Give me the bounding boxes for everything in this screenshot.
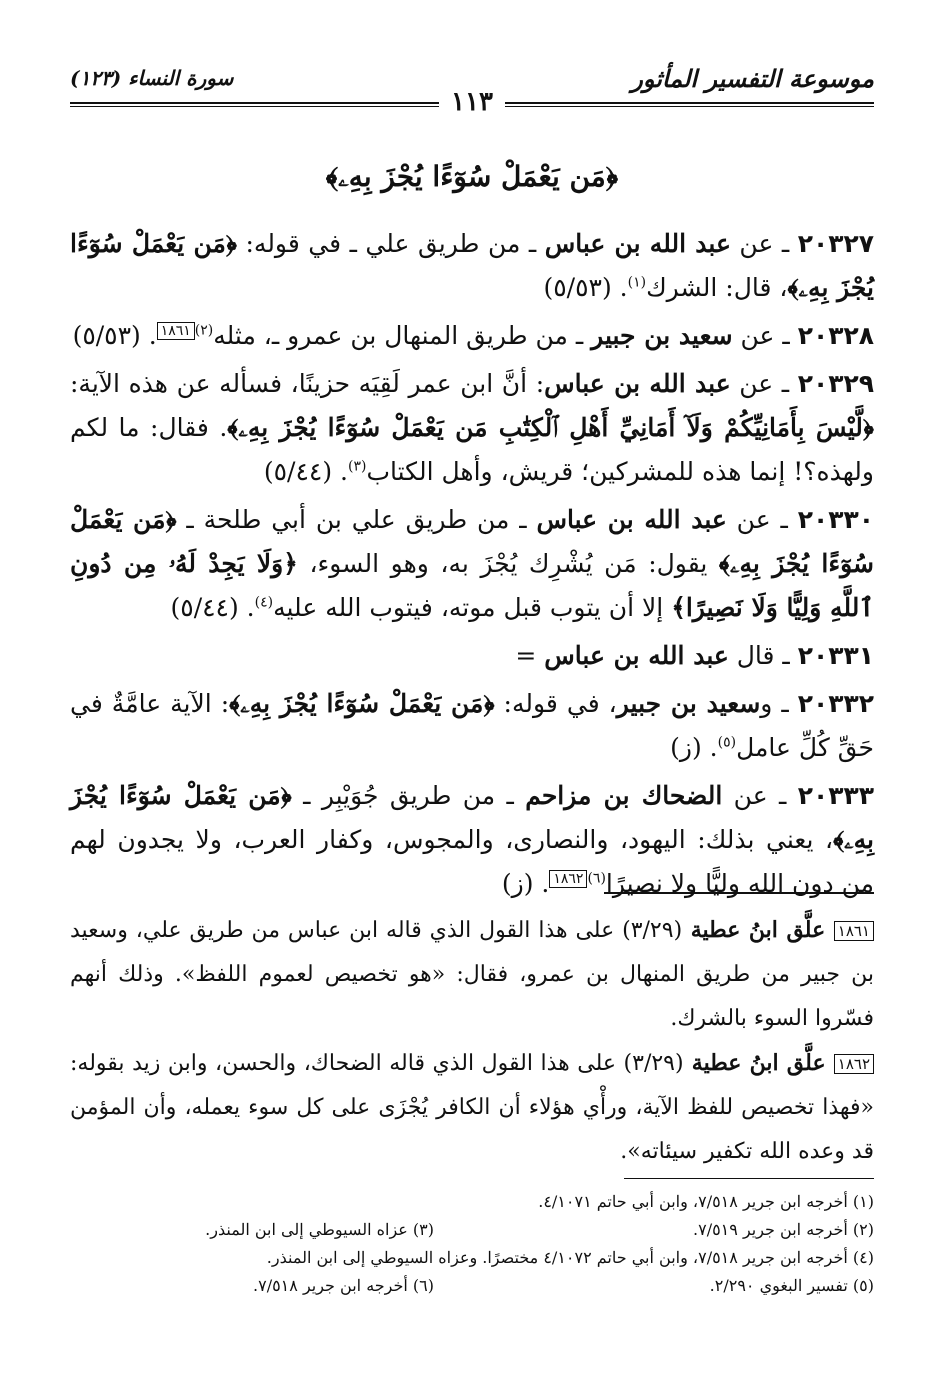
footnotes-separator bbox=[624, 1178, 874, 1179]
text: ، قال: الشرك bbox=[646, 273, 788, 302]
footnote: (٥) تفسير البغوي ٢/٢٩٠. bbox=[709, 1276, 874, 1295]
note-tag: ١٨٦٢ bbox=[834, 1054, 874, 1074]
footnote: (١) أخرجه ابن جرير ٧/٥١٨، وابن أبي حاتم ٤/١٠٧١. bbox=[538, 1192, 874, 1211]
commentary-ref-box: ١٨٦١ bbox=[157, 322, 195, 340]
narration-number: ٢٠٣٢٨ bbox=[797, 321, 874, 350]
footnote-row bbox=[70, 1216, 874, 1244]
header-rule-line-right bbox=[505, 102, 874, 107]
footnote-ref: (٤) bbox=[254, 594, 274, 611]
footnote-row bbox=[70, 1244, 874, 1272]
surah-label: سورة النساء (١٢٣) bbox=[70, 66, 234, 90]
text: . (ز) bbox=[670, 733, 718, 762]
narrator-name: الضحاك بن مزاحم bbox=[525, 781, 723, 810]
header-rule-line-left bbox=[70, 102, 439, 107]
text: : أنَّ ابن عمر لَقِيَه حزينًا، فسأله عن هذه الآية: bbox=[70, 369, 545, 398]
narration-20331 bbox=[70, 634, 874, 678]
commentary-note-1861 bbox=[70, 908, 874, 1041]
narration-20328 bbox=[70, 314, 874, 358]
narration-number: ٢٠٣٢٧ bbox=[797, 229, 874, 258]
narration-20332 bbox=[70, 682, 874, 770]
text: ، في قوله: bbox=[494, 689, 617, 718]
quran-quote: ﴿لَّيْسَ بِأَمَانِيِّكُمْ وَلَآ أَمَانِيِّ أَهْلِ ٱلْكِتَٰبِ مَن يَعْمَلْ سُوٓءًا يُجْزَ بِهِۦ﴾ bbox=[227, 413, 874, 442]
footnote-ref: (٣) bbox=[348, 458, 367, 475]
narration-number: ٢٠٣٣١ bbox=[797, 641, 874, 670]
note-text: (٣/٢٩) على هذا القول الذي قاله ابن عباس من طريق علي، وسعيد بن جبير من طريق المنهال بن عمرو، فقال: «هو تخصيص لعموم اللفظ». وذلك أنهم فسّروا السوء بالشرك. bbox=[70, 918, 874, 1031]
text: . (٥/٥٣) bbox=[543, 273, 628, 302]
commentary-ref-box: ١٨٦٢ bbox=[549, 870, 587, 888]
text: . (ز) bbox=[501, 869, 550, 898]
footnote-ref: (٦) bbox=[587, 870, 606, 887]
text: يقول: مَن يُشْرِك يُجْزَ به، وهو السوء، bbox=[297, 549, 719, 578]
text: . (٥/٥٣) bbox=[72, 321, 157, 350]
narration-number: ٢٠٣٢٩ bbox=[797, 369, 874, 398]
text: . فقال: ما لكم ولهذه؟! إنما هذه للمشركين؛ قريش، وأهل الكتاب bbox=[70, 413, 874, 486]
narration-number: ٢٠٣٣٠ bbox=[797, 505, 874, 534]
book-title: موسوعة التفسير المأثور bbox=[631, 63, 874, 93]
footnote-row bbox=[70, 1188, 874, 1216]
narrator-name: عبد الله بن عباس bbox=[536, 505, 727, 534]
text: ـ من طريق جُوَيْبِر ـ bbox=[291, 781, 526, 810]
text: ـ من طريق علي ـ في قوله: bbox=[236, 229, 545, 258]
quran-quote: ﴿مَن يَعْمَلْ سُوٓءًا يُجْزَ بِهِۦ﴾ bbox=[229, 689, 495, 718]
main-text bbox=[70, 222, 874, 910]
narrator-name: سعيد بن جبير bbox=[591, 321, 733, 350]
footnote: (٦) أخرجه ابن جرير ٧/٥١٨. bbox=[253, 1276, 434, 1295]
text: ، يعني بذلك: اليهود، والنصارى، والمجوس، وكفار العرب، ولا يجدون لهم من دون الله وليًّا ولا نصيرًا bbox=[70, 825, 874, 898]
footnote-ref: (٢) bbox=[194, 322, 214, 339]
narrator-name: عبد الله بن عباس bbox=[544, 641, 729, 670]
text: = bbox=[515, 641, 545, 670]
quran-quote: ﴿مَن يَعْمَلْ سُوٓءًا يُجْزَ بِهِۦ﴾ bbox=[70, 781, 874, 854]
text: ـ و bbox=[760, 689, 798, 718]
narration-20333 bbox=[70, 774, 874, 906]
text: ـ عن bbox=[730, 229, 798, 258]
note-text: (٣/٢٩) على هذا القول الذي قاله الضحاك، والحسن، وابن زيد بقوله: «فهذا تخصيص للفظ الآية، ورأْي هؤلاء أن الكافر يُجْزَى على كل سوء يعمله، وأن المؤمن قد وعده الله تكفير سيئاته». bbox=[70, 1051, 874, 1164]
notes-separator bbox=[604, 892, 874, 894]
narration-20327 bbox=[70, 222, 874, 310]
commentary-note-1862 bbox=[70, 1041, 874, 1174]
narration-number: ٢٠٣٣٣ bbox=[797, 781, 874, 810]
footnote-row bbox=[70, 1272, 874, 1300]
text: ـ عن bbox=[722, 781, 798, 810]
text: . (٥/٤٤) bbox=[170, 593, 255, 622]
narration-20329 bbox=[70, 362, 874, 494]
text: إلا أن يتوب قبل موته، فيتوب الله عليه bbox=[273, 593, 672, 622]
quran-quote: ﴿وَلَا يَجِدْ لَهُۥ مِن دُونِ ٱللَّهِ وَلِيًّا وَلَا نَصِيرًا﴾ bbox=[70, 549, 874, 622]
narration-number: ٢٠٣٣٢ bbox=[797, 689, 875, 718]
footnotes bbox=[70, 1188, 874, 1300]
quran-quote: ﴿مَن يَعْمَلْ سُوٓءًا يُجْزَ بِهِۦ﴾ bbox=[70, 505, 874, 578]
footnote-ref: (١) bbox=[627, 274, 647, 291]
commentary-notes bbox=[70, 908, 874, 1174]
footnote: (٣) عزاه السيوطي إلى ابن المنذر. bbox=[205, 1220, 434, 1239]
text: ـ عن bbox=[732, 321, 798, 350]
text: ـ من طريق المنهال بن عمرو ـ، مثله bbox=[213, 321, 592, 350]
text: ـ قال bbox=[728, 641, 798, 670]
text: . (٥/٤٤) bbox=[263, 457, 348, 486]
narrator-name: سعيد بن جبير bbox=[616, 689, 761, 718]
text: ـ من طريق علي بن أبي طلحة ـ bbox=[176, 505, 537, 534]
narrator-name: عبد الله بن عباس bbox=[544, 369, 731, 398]
note-tag: ١٨٦١ bbox=[834, 921, 874, 941]
text: ـ عن bbox=[730, 369, 798, 398]
text: ـ عن bbox=[726, 505, 798, 534]
footnote bbox=[70, 1188, 434, 1216]
note-author: علَّق ابنُ عطية bbox=[682, 917, 834, 943]
footnote-ref: (٥) bbox=[717, 734, 737, 751]
quran-quote: ﴿مَن يَعْمَلْ سُوٓءًا يُجْزَ بِهِۦ﴾ bbox=[70, 229, 874, 302]
page-number: ١١٣ bbox=[439, 87, 505, 117]
footnote: (٢) أخرجه ابن جرير ٧/٥١٩. bbox=[693, 1220, 874, 1239]
narrator-name: عبد الله بن عباس bbox=[544, 229, 731, 258]
note-author: علَّق ابنُ عطية bbox=[683, 1050, 834, 1076]
narration-20330 bbox=[70, 498, 874, 630]
footnote: (٤) أخرجه ابن جرير ٧/٥١٨، وابن أبي حاتم ٤/١٠٧٢ مختصرًا. وعزاه السيوطي إلى ابن المنذر. bbox=[266, 1248, 874, 1267]
text: : الآية عامَّةٌ في حَقِّ كُلِّ عامل bbox=[70, 689, 874, 762]
verse-heading: ﴿مَن يَعْمَلْ سُوٓءًا يُجْزَ بِهِۦ﴾ bbox=[325, 160, 619, 193]
